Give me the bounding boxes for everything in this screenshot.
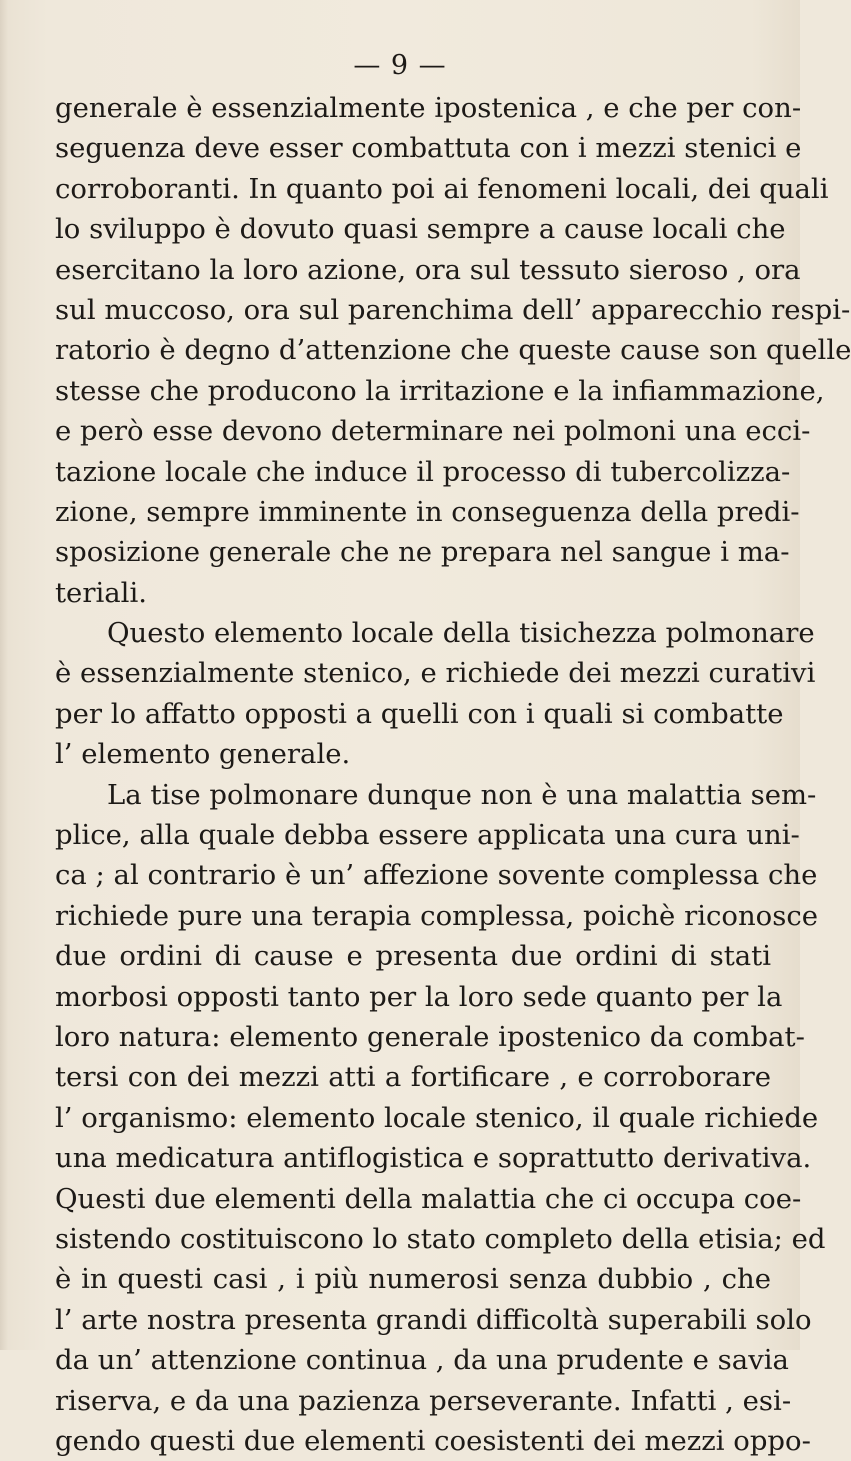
text-line: è essenzialmente stenico, e richiede dei mezzi curativi bbox=[55, 657, 816, 690]
text-line: esercitano la loro azione, ora sul tessuto sieroso , ora bbox=[55, 253, 801, 286]
text-line: l’ arte nostra presenta grandi difficoltà superabili solo bbox=[55, 1303, 812, 1336]
text-line: due ordini di cause e presenta due ordini di stati bbox=[55, 940, 771, 973]
text-line: l’ organismo: elemento locale stenico, il quale richiede bbox=[55, 1101, 819, 1134]
page-edge-shadow bbox=[0, 0, 8, 1350]
text-line: Questi due elementi della malattia che ci occupa coe- bbox=[55, 1182, 802, 1215]
text-line: lo sviluppo è dovuto quasi sempre a cause locali che bbox=[55, 213, 786, 246]
text-line: tersi con dei mezzi atti a fortificare , e corroborare bbox=[55, 1061, 771, 1094]
text-line: loro natura: elemento generale ipostenico da combat- bbox=[55, 1020, 805, 1053]
text-line: seguenza deve esser combattuta con i mezzi stenici e bbox=[55, 132, 802, 165]
paragraph-start-line: La tise polmonare dunque non è una malattia sem- bbox=[107, 778, 817, 811]
text-line: gendo questi due elementi coesistenti dei mezzi oppo- bbox=[55, 1424, 811, 1457]
paragraph-start-line: Questo elemento locale della tisichezza polmonare bbox=[107, 617, 815, 650]
text-line: per lo affatto opposti a quelli con i quali si combatte bbox=[55, 697, 784, 730]
text-line: teriali. bbox=[55, 576, 147, 609]
text-line: sposizione generale che ne prepara nel sangue i ma- bbox=[55, 536, 790, 569]
text-line: una medicatura antiflogistica e soprattutto derivativa. bbox=[55, 1142, 812, 1175]
text-line: morbosi opposti tanto per la loro sede quanto per la bbox=[55, 980, 783, 1013]
text-line: è in questi casi , i più numerosi senza dubbio , che bbox=[55, 1263, 771, 1296]
text-line: l’ elemento generale. bbox=[55, 738, 351, 771]
page-number: — 9 — bbox=[353, 50, 447, 81]
text-line: ratorio è degno d’attenzione che queste cause son quelle bbox=[55, 334, 851, 367]
text-line: stesse che producono la irritazione e la infiammazione, bbox=[55, 374, 825, 407]
text-line: sul muccoso, ora sul parenchima dell’ apparecchio respi- bbox=[55, 293, 851, 326]
text-line: richiede pure una terapia complessa, poichè riconosce bbox=[55, 899, 819, 932]
text-line: tazione locale che induce il processo di tubercolizza- bbox=[55, 455, 791, 488]
body-text bbox=[55, 88, 851, 1461]
text-line: ca ; al contrario è un’ affezione sovente complessa che bbox=[55, 859, 818, 892]
text-line: zione, sempre imminente in conseguenza della predi- bbox=[55, 495, 800, 528]
text-line: generale è essenzialmente ipostenica , e che per con- bbox=[55, 92, 802, 124]
text-line: sistendo costituiscono lo stato completo della etisia; ed bbox=[55, 1222, 826, 1255]
text-line: riserva, e da una pazienza perseverante. Infatti , esi- bbox=[55, 1384, 792, 1417]
text-line: corroboranti. In quanto poi ai fenomeni locali, dei quali bbox=[55, 172, 829, 205]
text-line: e però esse devono determinare nei polmoni una ecci- bbox=[55, 415, 811, 448]
text-line: plice, alla quale debba essere applicata una cura uni- bbox=[55, 819, 800, 852]
text-line: da un’ attenzione continua , da una prudente e savia bbox=[55, 1344, 789, 1377]
